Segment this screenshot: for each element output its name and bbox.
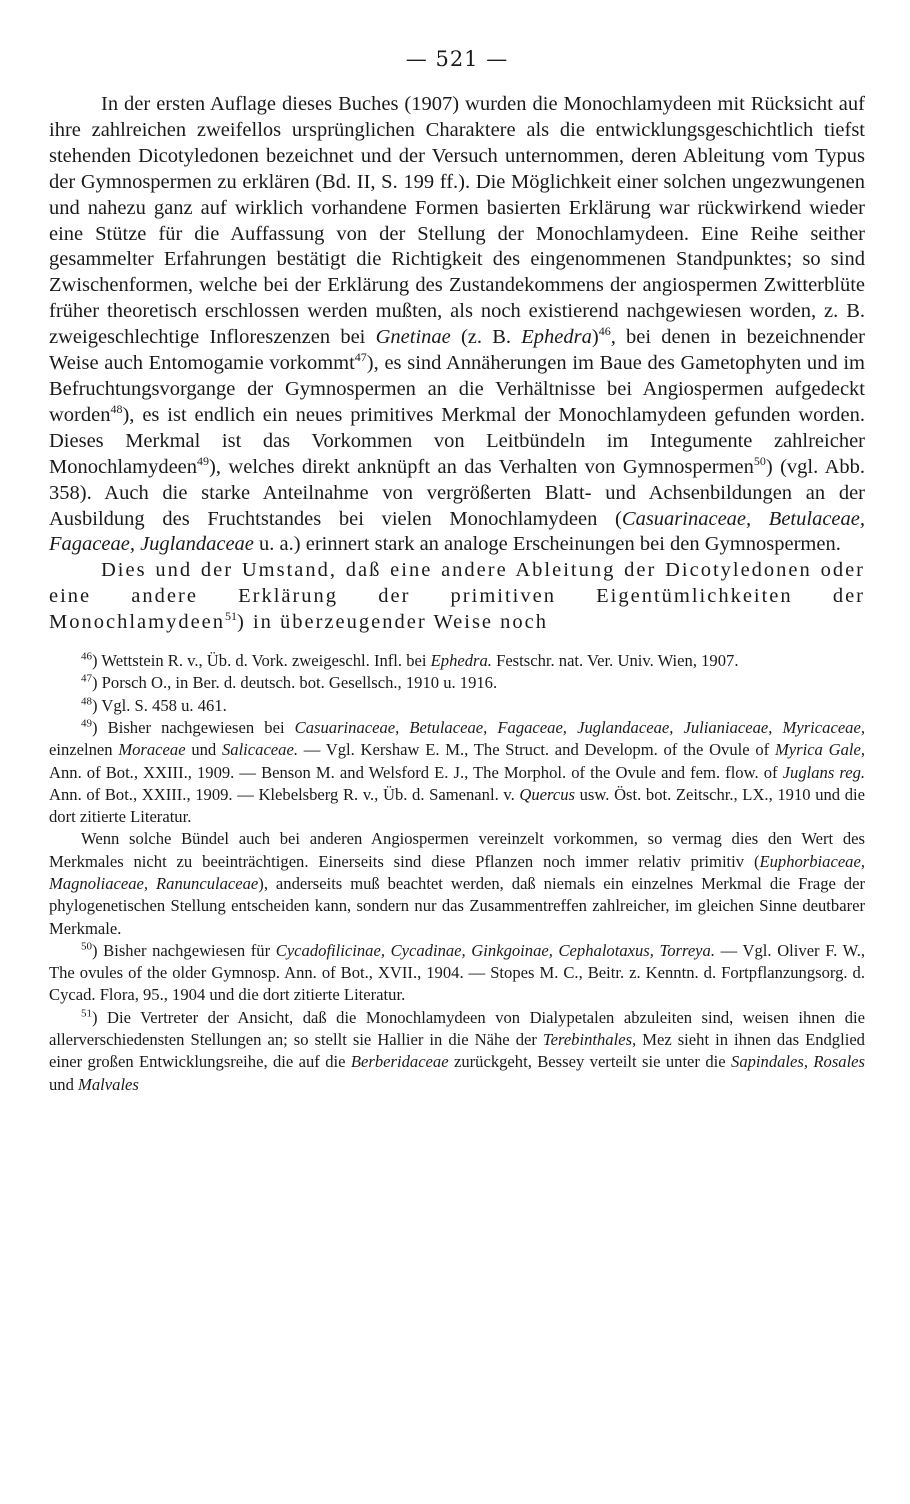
- footnote-number: 47: [81, 672, 92, 685]
- italic-text: Sapindales, Rosales: [731, 1052, 866, 1072]
- footnote: [49, 1007, 865, 1096]
- text-run: ) Vgl. S. 458 u. 461.: [92, 695, 227, 715]
- footnote: [49, 650, 865, 672]
- text-run: Wenn solche Bündel auch bei anderen Angiospermen vereinzelt vorkommen, so vermag dies den Wert des Merkmales nicht zu beeinträchtigen. Einerseits sind diese Pflanzen noch immer relativ primitiv (: [49, 829, 865, 871]
- italic-text: Cycadofilicinae, Cycadinae, Ginkgoinae, Cephalotaxus, Torreya.: [275, 940, 715, 960]
- footnote-ref: 50: [753, 453, 766, 468]
- text-run: , bei denen in bezeichnender Weise auch Entomogamie vorkommt: [49, 326, 865, 375]
- book-page: [49, 38, 865, 1096]
- text-run: ), es sind Annäherungen im Baue des Gametophyten und im Befruchtungsvorgange der Gymnospermen an die Verhältnisse bei Angiospermen aufgedeckt worden: [49, 352, 865, 426]
- text-run: Ann. of Bot., XXIII., 1909. — Klebelsberg R. v., Üb. d. Samenanl. v.: [49, 784, 520, 804]
- text-run: einzelnen: [49, 740, 119, 760]
- italic-text: Berberidaceae: [350, 1052, 449, 1072]
- text-run: und: [49, 1074, 79, 1094]
- footnote-number: 50: [81, 940, 92, 953]
- text-run: ): [591, 326, 599, 349]
- text-run: ), anderseits muß beachtet werden, daß niemals ein einzelnes Merkmal die Frage der phylogenetischen Stellung entscheiden kann, sondern nur das Zusammentreffen zahlreicher, im gleichen Sinne deutbarer Merkmale.: [49, 874, 865, 938]
- italic-text: Myrica Gale,: [774, 740, 865, 760]
- footnote-ref: 47: [354, 350, 367, 365]
- italic-text: Gnetinae: [375, 326, 451, 349]
- footnotes: [49, 650, 865, 1096]
- italic-text: Salicaceae.: [221, 740, 298, 760]
- text-run: ) Bisher nachgewiesen für: [92, 940, 276, 960]
- footnote-ref: 46: [598, 324, 611, 339]
- footnote-number: 48: [81, 695, 92, 708]
- text-run: ), es ist endlich ein neues primitives Merkmal der Monochlamydeen gefunden worden. Dieses Merkmal ist das Vorkommen von Leitbündeln im Integumente zahlreicher Monochlamydeen: [49, 403, 865, 478]
- page-number: — 521 —: [405, 47, 509, 71]
- text-run: — Vgl. Oliver F. W., The ovules of the older Gymnosp. Ann. of Bot., XVII., 1904. — Stopes M. C., Beitr. z. Kenntn. d. Fortpflanzungsorg. d. Cycad. Flora, 95., 1904 und die dort zitierte Literatur.: [49, 940, 865, 1005]
- text-run: ) (vgl. Abb. 358). Auch die starke Anteilnahme von vergrößerten Blatt- und Achsenbildungen an der Ausbildung des Fruchtstandes bei vielen Monochlamydeen (: [49, 455, 865, 530]
- text-run: ) Wettstein R. v., Üb. d. Vork. zweigeschl. Infl. bei: [92, 651, 431, 671]
- body-paragraph: [49, 92, 865, 558]
- italic-text: Moraceae: [118, 740, 186, 760]
- italic-text: Euphorbiaceae, Magnoliaceae, Ranunculaceae: [49, 851, 865, 893]
- italic-text: Terebinthales,: [542, 1030, 637, 1050]
- footnote: [49, 695, 865, 717]
- text-run: In der ersten Auflage dieses Buches (1907) wurden die Monochlamydeen mit Rücksicht auf ihre zahlreichen zweifellos ursprünglichen Charaktere als die entwicklungsgeschichtlich tiefst stehenden Dicotyledonen bezeichnet und der Versuch unternommen, deren Ableitung vom Typus der Gymnospermen zu erklären (Bd. II, S. 199 ff.). Die Möglichkeit einer solchen ungezwungenen und nahezu ganz auf wirklich vorhandene Formen basierten Erklärung war rückwirkend wieder eine Stütze für die Auffassung von der Stellung der Monochlamydeen. Eine Reihe seither gesammelter Erfahrungen bestätigt die Richtigkeit des eingenommenen Standpunktes; so sind Zwischenformen, welche bei der Erklärung des Zustandekommens der angiospermen Zwitterblüte früher theoretisch erschlossen werden mußten, als noch existierend nachgewiesen worden, z. B. zweigeschlechtige Infloreszenzen bei: [49, 93, 865, 349]
- text-run: ) Bisher nachgewiesen bei: [92, 717, 295, 737]
- text-run: ) Die Vertreter der Ansicht, daß die Monochlamydeen von Dialypetalen abzuleiten sind, weisen ihnen die allerverschiedensten Stellungen an; so stellt sie Hallier in die Nähe der: [49, 1007, 865, 1050]
- text-run: (z. B.: [450, 326, 522, 349]
- footnote-ref: 48: [110, 402, 123, 417]
- text-run: zurückgeht, Bessey verteilt sie unter die: [448, 1052, 732, 1072]
- footnote-ref: 49: [197, 453, 210, 468]
- text-run: und: [185, 740, 222, 760]
- italic-text: Ephedra.: [430, 651, 492, 671]
- text-run: — Vgl. Kershaw E. M., The Struct. and Developm. of the Ovule of: [298, 740, 775, 760]
- italic-text: Malvales: [78, 1074, 139, 1094]
- footnote-ref: 51: [225, 609, 238, 624]
- footnote: [49, 672, 865, 694]
- footnote: [49, 940, 865, 1007]
- footnote: [49, 717, 865, 828]
- footnote-number: 51: [81, 1007, 92, 1020]
- footnote-number: 49: [81, 717, 92, 730]
- text-run: ) Porsch O., in Ber. d. deutsch. bot. Gesellsch., 1910 u. 1916.: [92, 673, 498, 693]
- spaced-text: ) in überzeugender Weise noch: [237, 611, 548, 634]
- main-text: [49, 92, 865, 636]
- text-run: u. a.) erinnert stark an analoge Erscheinungen bei den Gymnospermen.: [253, 533, 841, 556]
- italic-text: Ephedra: [521, 326, 592, 349]
- footnote: [49, 828, 865, 939]
- text-run: ), welches direkt anknüpft an das Verhalten von Gymnospermen: [209, 455, 754, 478]
- text-run: usw. Öst. bot. Zeitschr., LX., 1910 und die dort zitierte Literatur.: [49, 784, 865, 827]
- footnote-number: 46: [81, 650, 92, 663]
- italic-text: Casuarinaceae, Betulaceae, Fagaceae, Juglandaceae, Julianiaceae, Myricaceae,: [294, 717, 865, 737]
- italic-text: Quercus: [519, 784, 575, 804]
- text-run: Festschr. nat. Ver. Univ. Wien, 1907.: [491, 651, 739, 671]
- text-run: Ann. of Bot., XXIII., 1909. — Benson M. and Welsford E. J., The Morphol. of the Ovule and fem. flow. of: [49, 762, 783, 782]
- text-run: Mez sieht in ihnen das Endglied einer großen Entwicklungsreihe, die auf die: [49, 1030, 865, 1072]
- spaced-text: Dies und der Umstand, daß eine andere Ableitung der Dicotyledonen oder eine andere Erklärung der primitiven Eigentümlichkeiten der Monochlamydeen: [49, 559, 865, 634]
- body-paragraph: [49, 558, 865, 636]
- italic-text: Juglans reg.: [782, 762, 866, 782]
- italic-text: Casuarinaceae, Betulaceae, Fagaceae, Juglandaceae: [49, 507, 865, 556]
